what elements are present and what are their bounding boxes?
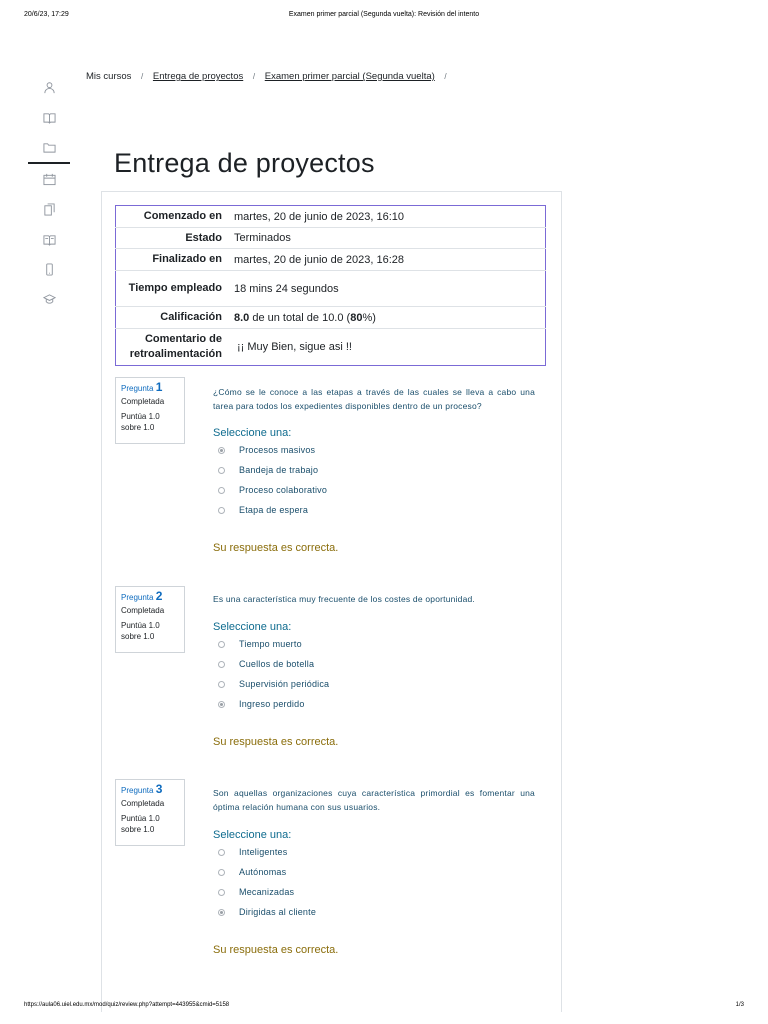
- left-nav: [28, 72, 70, 314]
- calendar-icon[interactable]: [28, 164, 70, 194]
- answer-feedback: Su respuesta es correcta.: [213, 736, 339, 748]
- page-title: Entrega de proyectos: [114, 148, 375, 179]
- summary-label: Calificación: [116, 307, 229, 329]
- answer-options: [218, 634, 329, 714]
- answer-option[interactable]: Mecanizadas: [218, 882, 316, 902]
- answer-option[interactable]: Bandeja de trabajo: [218, 460, 327, 480]
- folder-icon[interactable]: [28, 132, 70, 164]
- summary-row: [116, 307, 546, 329]
- summary-value: martes, 20 de junio de 2023, 16:10: [234, 210, 405, 223]
- summary-label: Finalizado en: [116, 249, 229, 271]
- breadcrumb-entrega-de-proyectos[interactable]: Entrega de proyectos: [152, 71, 244, 82]
- summary-label: Tiempo empleado: [116, 271, 229, 307]
- question-number: Pregunta 3: [121, 782, 163, 796]
- answer-option[interactable]: Dirigidas al cliente: [218, 902, 316, 922]
- summary-value: martes, 20 de junio de 2023, 16:28: [228, 249, 546, 271]
- answer-option[interactable]: Cuellos de botella: [218, 654, 329, 674]
- summary-row: [116, 271, 546, 307]
- question-prompt: Seleccione una:: [213, 621, 292, 633]
- question-number: Pregunta 2: [121, 589, 163, 603]
- question-state: Completada: [121, 606, 165, 615]
- question-text: ¿Cómo se le conoce a las etapas a través de las cuales se lleva a cabo una tarea para todos los expedientes disponibles dentro de un proceso?: [213, 387, 535, 411]
- question-info: [115, 377, 185, 444]
- radio-button[interactable]: [218, 681, 225, 688]
- radio-button[interactable]: [218, 467, 225, 474]
- radio-button[interactable]: [218, 869, 225, 876]
- answer-option[interactable]: Ingreso perdido: [218, 694, 329, 714]
- question-score: Puntúa 1.0: [121, 621, 160, 630]
- breadcrumb-separator: /: [252, 72, 256, 81]
- question-prompt: Seleccione una:: [213, 427, 292, 439]
- radio-button[interactable]: [218, 447, 225, 454]
- radio-button[interactable]: [218, 487, 225, 494]
- library-icon[interactable]: [28, 224, 70, 254]
- grade-end: %): [362, 311, 376, 324]
- graduation-cap-icon[interactable]: [28, 284, 70, 314]
- answer-options: [218, 440, 327, 520]
- answer-option[interactable]: Tiempo muerto: [218, 634, 329, 654]
- answer-option[interactable]: Procesos masivos: [218, 440, 327, 460]
- breadcrumb-examen[interactable]: Examen primer parcial (Segunda vuelta): [264, 71, 435, 82]
- answer-option[interactable]: Autónomas: [218, 862, 316, 882]
- answer-feedback: Su respuesta es correcta.: [213, 944, 339, 956]
- grade-percent: 80: [350, 311, 363, 324]
- summary-row: [116, 249, 546, 271]
- radio-button[interactable]: [218, 507, 225, 514]
- breadcrumb-separator: /: [141, 72, 144, 81]
- question-score: Puntúa 1.0: [121, 814, 160, 823]
- summary-value: 18 mins 24 segundos: [228, 271, 546, 307]
- answer-option[interactable]: Proceso colaborativo: [218, 480, 327, 500]
- print-page-number: 1/3: [735, 1002, 744, 1008]
- radio-button[interactable]: [218, 641, 225, 648]
- question-text: Es una característica muy frecuente de los costes de oportunidad.: [213, 594, 475, 604]
- print-header: [0, 11, 768, 23]
- files-icon[interactable]: [28, 194, 70, 224]
- answer-options: [218, 842, 316, 922]
- question-score-max: sobre 1.0: [121, 632, 155, 641]
- user-icon[interactable]: [28, 72, 70, 102]
- breadcrumb-separator: /: [444, 72, 447, 81]
- grade-score: 8.0: [234, 311, 250, 324]
- question-score: Puntúa 1.0: [121, 412, 160, 421]
- print-url: https://aula06.uiel.edu.mx/mod/quiz/review.php?attempt=443955&cmid=5158: [24, 1002, 230, 1008]
- question-text: Son aquellas organizaciones cuya característica primordial es fomentar una óptima relación humana con sus usuarios.: [213, 788, 535, 812]
- radio-button[interactable]: [218, 889, 225, 896]
- summary-label: Estado: [116, 228, 229, 249]
- question-number: Pregunta 1: [121, 380, 163, 394]
- answer-option[interactable]: Etapa de espera: [218, 500, 327, 520]
- attempt-summary-table: [115, 205, 546, 366]
- summary-label: Comentario de retroalimentación: [116, 329, 229, 366]
- summary-value: ¡¡ Muy Bien, sigue asi !!: [228, 329, 546, 366]
- radio-button[interactable]: [218, 909, 225, 916]
- question-score-max: sobre 1.0: [121, 423, 155, 432]
- question-state: Completada: [121, 799, 165, 808]
- summary-value: Terminados: [228, 228, 546, 249]
- question-state: Completada: [121, 397, 165, 406]
- breadcrumb-mis-cursos[interactable]: Mis cursos: [86, 71, 132, 82]
- answer-option[interactable]: Supervisión periódica: [218, 674, 329, 694]
- summary-row: [116, 228, 546, 249]
- question-score-max: sobre 1.0: [121, 825, 155, 834]
- answer-option[interactable]: Inteligentes: [218, 842, 316, 862]
- question-info: [115, 586, 185, 653]
- answer-feedback: Su respuesta es correcta.: [213, 542, 339, 554]
- radio-button[interactable]: [218, 849, 225, 856]
- print-date: 20/6/23, 17:29: [24, 11, 69, 18]
- radio-button[interactable]: [218, 701, 225, 708]
- radio-button[interactable]: [218, 661, 225, 668]
- summary-row: [116, 329, 546, 366]
- question-prompt: Seleccione una:: [213, 829, 292, 841]
- question-info: [115, 779, 185, 846]
- summary-value: [228, 307, 546, 329]
- summary-label: Comenzado en: [143, 210, 222, 222]
- summary-row: [116, 206, 546, 228]
- breadcrumb: [86, 71, 454, 82]
- print-doc-title: Examen primer parcial (Segunda vuelta): Revisión del intento: [288, 11, 480, 18]
- book-icon[interactable]: [28, 102, 70, 132]
- grade-total: de un total de 10.0 (: [249, 311, 351, 324]
- mobile-icon[interactable]: [28, 254, 70, 284]
